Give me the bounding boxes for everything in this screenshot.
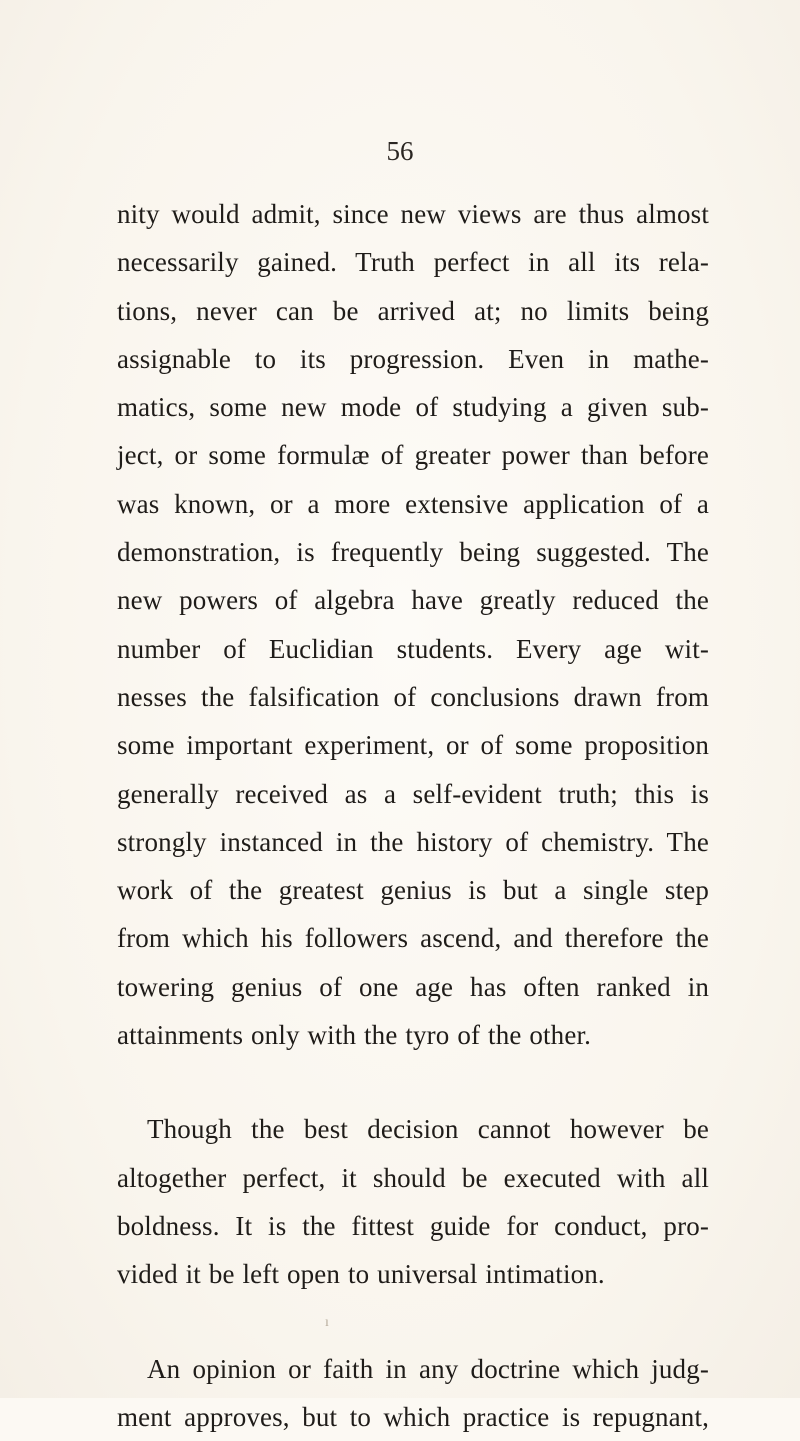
paragraph	[117, 1345, 709, 1441]
text-line: vided it be left open to universal intimation.	[117, 1259, 605, 1290]
text-line: matics, some new mode of studying a given sub-	[117, 392, 709, 423]
text-line: ject, or some formulæ of greater power than before	[117, 440, 709, 471]
text-line: ment approves, but to which practice is repugnant,	[117, 1401, 709, 1432]
body-text	[117, 190, 709, 1441]
text-line: nity would admit, since new views are thus almost	[117, 199, 709, 229]
text-line: was known, or a more extensive application of a	[117, 488, 709, 519]
text-line: Though the best decision cannot however be	[147, 1114, 709, 1145]
text-line: demonstration, is frequently being suggested. The	[117, 537, 709, 568]
paragraph-spacer	[117, 1059, 709, 1105]
text-line: attainments only with the tyro of the other.	[117, 1020, 592, 1051]
paragraph-spacer	[117, 1299, 709, 1345]
text-line: new powers of algebra have greatly reduced the	[117, 585, 709, 616]
text-line: number of Euclidian students. Every age wit-	[117, 633, 709, 664]
text-line: necessarily gained. Truth perfect in all its rela-	[117, 247, 709, 278]
ink-speck: ı	[325, 1315, 329, 1330]
text-line: strongly instanced in the history of chemistry. The	[117, 826, 709, 857]
text-line: nesses the falsification of conclusions drawn from	[117, 681, 709, 712]
text-line: tions, never can be arrived at; no limits being	[117, 295, 709, 326]
paragraph	[117, 1105, 709, 1298]
page-number: 56	[386, 136, 414, 166]
text-line: boldness. It is the fittest guide for conduct, pro-	[117, 1210, 709, 1241]
text-line: An opinion or faith in any doctrine which judg-	[147, 1353, 709, 1384]
paragraph	[117, 190, 709, 1059]
text-line: assignable to its progression. Even in mathe-	[117, 343, 709, 374]
text-line: generally received as a self-evident truth; this is	[117, 778, 709, 809]
text-line: some important experiment, or of some proposition	[117, 730, 709, 761]
text-line: altogether perfect, it should be executed with all	[117, 1162, 709, 1193]
text-line: from which his followers ascend, and therefore the	[117, 923, 709, 954]
text-line: towering genius of one age has often ranked in	[117, 971, 709, 1002]
text-line: work of the greatest genius is but a single step	[117, 875, 709, 906]
